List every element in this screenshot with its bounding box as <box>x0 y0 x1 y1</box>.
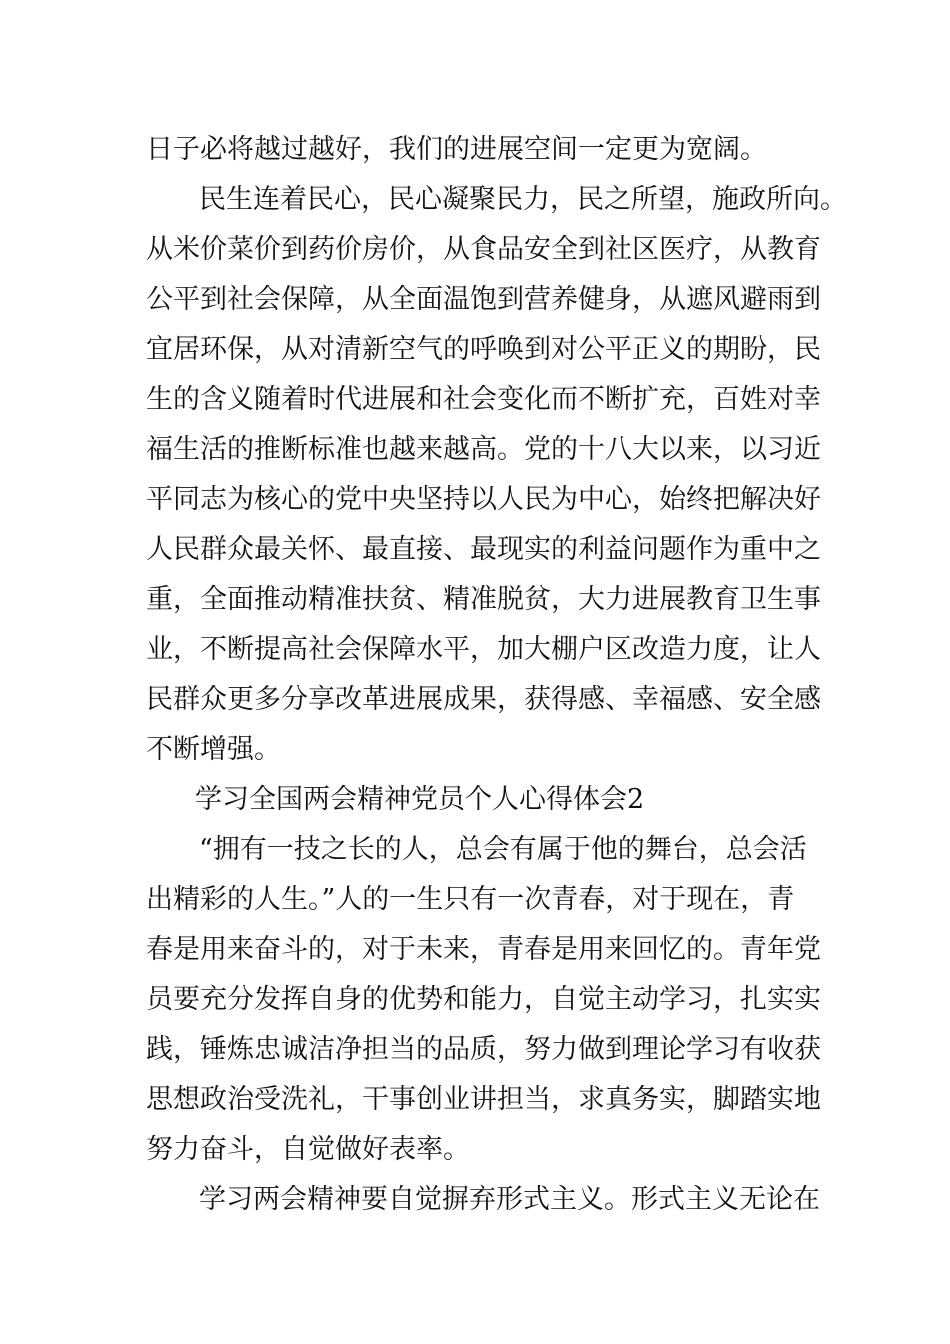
text-line: 践，锤炼忠诚洁净担当的品质，努力做到理论学习有收获 <box>146 1034 821 1065</box>
text-line: 福生活的推断标准也越来越高。党的十八大以来，以习近 <box>146 434 821 465</box>
paragraph-start-line: 学习两会精神要自觉摒弃形式主义。形式主义无论在 <box>172 1184 820 1215</box>
text-line: 公平到社会保障，从全面温饱到营养健身，从遮风避雨到 <box>146 284 821 315</box>
text-line: 平同志为核心的党中央坚持以人民为中心，始终把解决好 <box>146 484 821 515</box>
text-line: 宜居环保，从对清新空气的呼唤到对公平正义的期盼，民 <box>146 334 821 365</box>
section-heading: 学习全国两会精神党员个人心得体会2 <box>168 784 645 815</box>
text-line: 从米价菜价到药价房价，从食品安全到社区医疗，从教育 <box>146 234 821 265</box>
text-line: 思想政治受洗礼，干事创业讲担当，求真务实，脚踏实地 <box>146 1084 821 1115</box>
paragraph-start-line: “拥有一技之长的人，总会有属于他的舞台，总会活 <box>172 834 807 865</box>
text-line: 员要充分发挥自身的优势和能力，自觉主动学习，扎实实 <box>146 984 821 1015</box>
text-line: 努力奋斗，自觉做好表率。 <box>146 1134 470 1165</box>
text-line: 日子必将越过越好，我们的进展空间一定更为宽阔。 <box>146 134 767 165</box>
text-line: 民群众更多分享改革进展成果，获得感、幸福感、安全感 <box>146 684 821 715</box>
text-line: 不断增强。 <box>146 734 281 765</box>
text-line: 春是用来奋斗的，对于未来，青春是用来回忆的。青年党 <box>146 934 821 965</box>
text-line: 重，全面推动精准扶贫、精准脱贫，大力进展教育卫生事 <box>146 584 821 615</box>
text-line: 人民群众最关怀、最直接、最现实的利益问题作为重中之 <box>146 534 821 565</box>
text-line: 出精彩的人生。”人的一生只有一次青春，对于现在，青 <box>146 884 795 915</box>
text-line: 业，不断提高社会保障水平，加大棚户区改造力度，让人 <box>146 634 821 665</box>
text-line: 生的含义随着时代进展和社会变化而不断扩充，百姓对幸 <box>146 384 821 415</box>
paragraph-start-line: 民生连着民心，民心凝聚民力，民之所望，施政所向。 <box>172 184 847 215</box>
